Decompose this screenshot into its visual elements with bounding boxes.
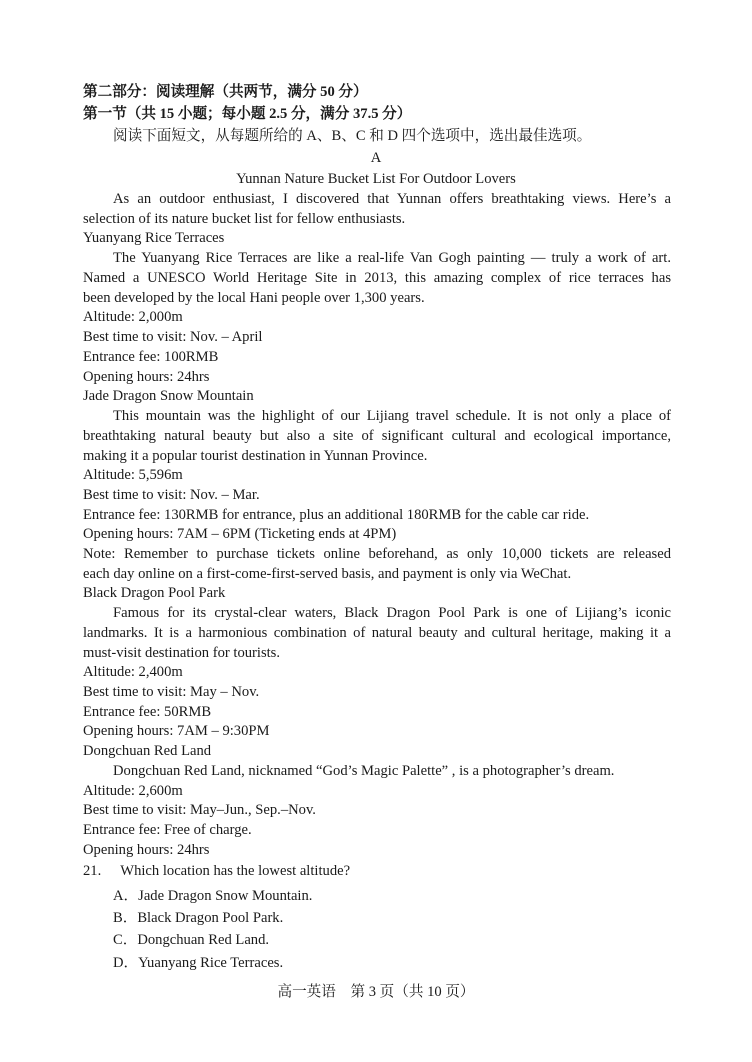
site-hours: Opening hours: 7AM – 6PM (Ticketing ends at 4PM) [83,526,397,542]
site-hours: Opening hours: 7AM – 9:30PM [83,723,270,739]
option-letter: D． [113,955,139,971]
site-fee: Entrance fee: Free of charge. [83,822,252,838]
site-name: Black Dragon Pool Park [83,585,226,601]
option-a[interactable] [113,886,312,906]
site-desc-line: Dongchuan Red Land, nicknamed “God’s Magic Palette” , is a photographer’s dream. [113,763,615,779]
site-best-time: Best time to visit: Nov. – April [83,329,263,345]
option-c[interactable] [113,930,269,950]
site-altitude: Altitude: 2,600m [83,783,183,799]
option-text: Black Dragon Pool Park. [137,910,284,926]
section-heading: 第一节（共 15 小题；每小题 2.5 分，满分 37.5 分） [83,106,412,122]
site-hours: Opening hours: 24hrs [83,369,210,385]
site-desc-line: making it a popular tourist destination in Yunnan Province. [83,448,428,464]
option-text: Dongchuan Red Land. [137,932,270,948]
option-b[interactable] [113,908,283,928]
passage-title: Yunnan Nature Bucket List For Outdoor Lovers [236,171,516,187]
part-heading: 第二部分：阅读理解（共两节，满分 50 分） [83,84,368,100]
intro-line: As an outdoor enthusiast, I discovered that Yunnan offers breathtaking views. Here’s a [113,191,671,207]
option-letter: A． [113,888,139,904]
site-desc-line: The Yuanyang Rice Terraces are like a real-life Van Gogh painting — truly a work of art. [113,250,671,266]
intro-line: selection of its nature bucket list for fellow enthusiasts. [83,211,406,227]
site-hours: Opening hours: 24hrs [83,842,210,858]
site-desc-line: Named a UNESCO World Heritage Site in 2013, this amazing complex of rice terraces has [83,270,671,286]
site-desc-line: breathtaking natural beauty but also a site of significant cultural and ecological importance, [83,428,671,444]
site-altitude: Altitude: 2,400m [83,664,183,680]
site-best-time: Best time to visit: May–Jun., Sep.–Nov. [83,802,316,818]
site-name: Dongchuan Red Land [83,743,212,759]
site-fee: Entrance fee: 50RMB [83,704,212,720]
site-desc-line: been developed by the local Hani people over 1,300 years. [83,290,425,306]
passage-label: A [370,150,382,166]
site-note-line: each day online on a first-come-first-served basis, and payment is only via WeChat. [83,566,572,582]
site-desc-line: Famous for its crystal-clear waters, Black Dragon Pool Park is one of Lijiang’s iconic [113,605,671,621]
site-altitude: Altitude: 5,596m [83,467,183,483]
site-desc-line: This mountain was the highlight of our Lijiang travel schedule. It is not only a place of [113,408,671,424]
option-text: Jade Dragon Snow Mountain. [138,888,313,904]
site-desc-line: must-visit destination for tourists. [83,645,281,661]
site-fee: Entrance fee: 130RMB for entrance, plus an additional 180RMB for the cable car ride. [83,507,590,523]
instruction: 阅读下面短文，从每题所给的 A、B、C 和 D 四个选项中，选出最佳选项。 [113,128,592,144]
page-footer: 高一英语 第 3 页（共 10 页） [277,984,475,1000]
option-letter: C． [113,932,138,948]
question-text: Which location has the lowest altitude? [120,863,351,879]
site-altitude: Altitude: 2,000m [83,309,183,325]
site-best-time: Best time to visit: May – Nov. [83,684,260,700]
option-letter: B． [113,910,138,926]
option-text: Yuanyang Rice Terraces. [138,955,284,971]
site-name: Yuanyang Rice Terraces [83,230,225,246]
site-note-line: Note: Remember to purchase tickets online beforehand, as only 10,000 tickets are released [83,546,671,562]
site-desc-line: landmarks. It is a harmonious combination of natural beauty and cultural heritage, making it a [83,625,671,641]
site-fee: Entrance fee: 100RMB [83,349,219,365]
option-d[interactable] [113,953,283,973]
site-best-time: Best time to visit: Nov. – Mar. [83,487,260,503]
site-name: Jade Dragon Snow Mountain [83,388,254,404]
question-21 [83,861,350,881]
question-number: 21. [83,863,102,879]
